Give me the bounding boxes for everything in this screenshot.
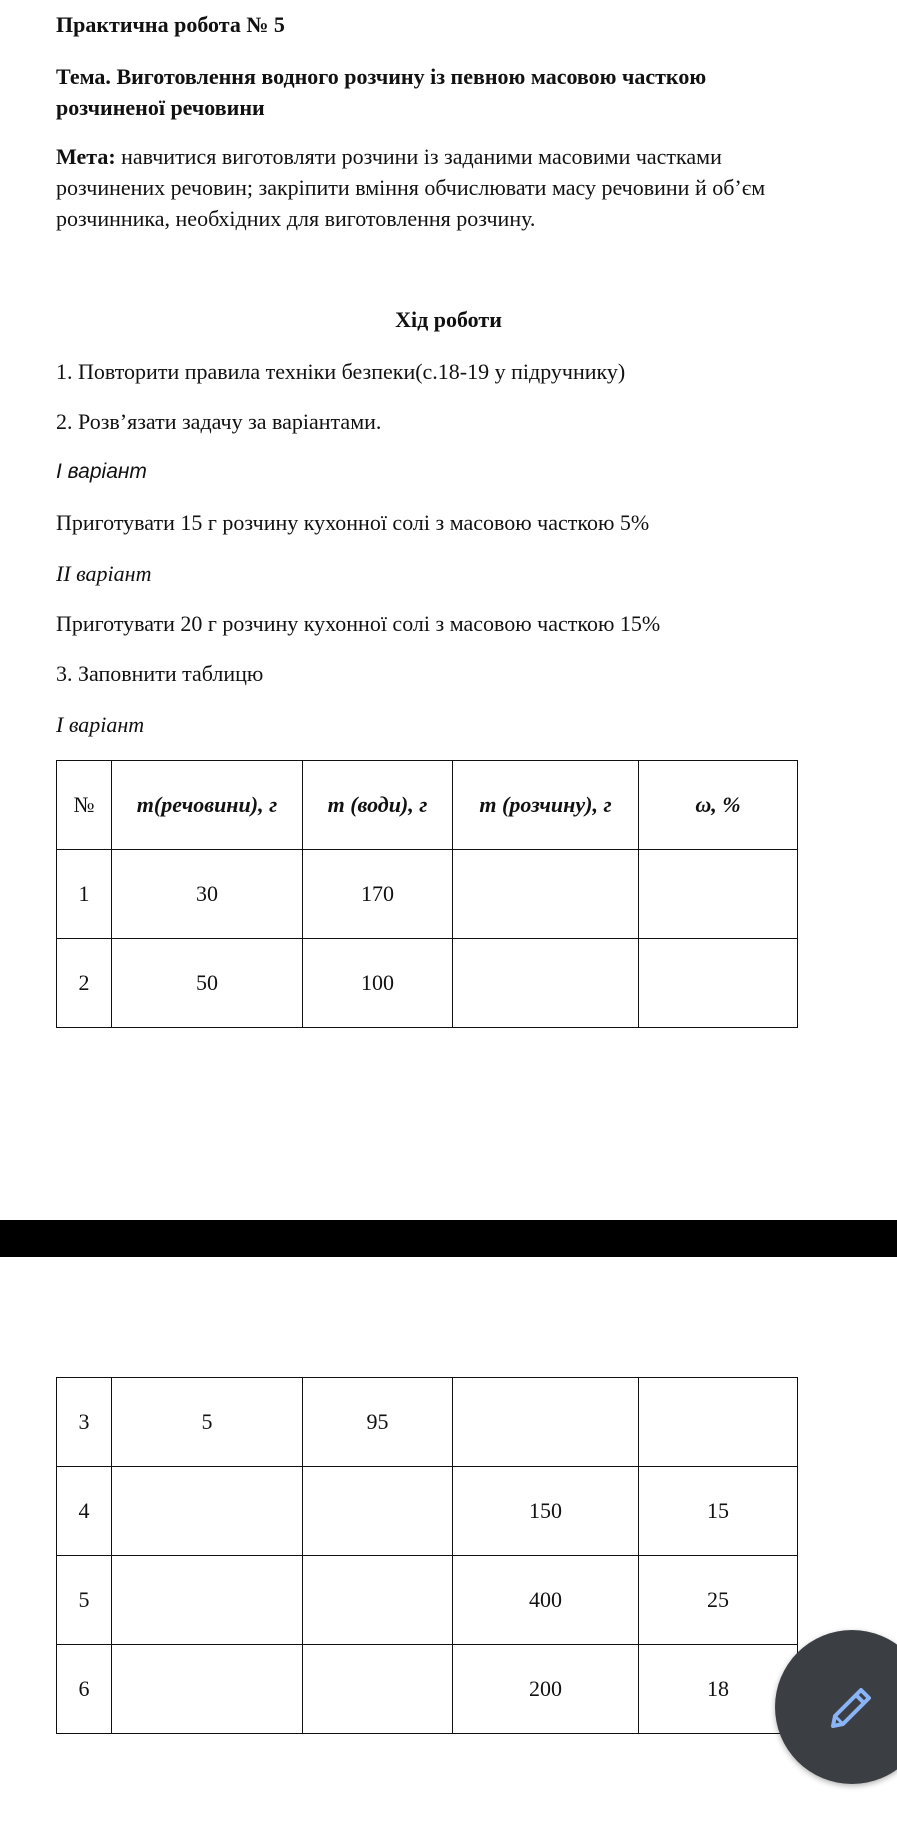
table-cell: 3	[57, 1378, 112, 1467]
header-mass-solute: m(речовини), г	[112, 761, 303, 850]
table-row	[57, 1645, 798, 1734]
document-title: Практична робота № 5	[56, 12, 285, 37]
table-row	[57, 1556, 798, 1645]
step-3: 3. Заповнити таблицю	[56, 661, 264, 686]
goal-label: Мета:	[56, 144, 116, 169]
page-break-bar	[0, 1220, 897, 1257]
table-cell: 400	[453, 1556, 639, 1645]
table-cell	[453, 1378, 639, 1467]
table-cell: 170	[303, 850, 453, 939]
table-cell: 6	[57, 1645, 112, 1734]
goal-text: навчитися виготовляти розчини із заданими масовими частками розчинених речовин; закріпити вміння обчислювати масу речовини й об’єм розчинника, необхідних для виготовлення розчину.	[56, 144, 766, 231]
table-cell: 95	[303, 1378, 453, 1467]
table-cell: 50	[112, 939, 303, 1028]
results-table-part-2	[56, 1377, 798, 1734]
table-row	[57, 1378, 798, 1467]
pencil-icon	[825, 1680, 879, 1734]
topic-label: Тема.	[56, 64, 111, 89]
table-cell: 150	[453, 1467, 639, 1556]
step-2: 2. Розв’язати задачу за варіантами.	[56, 409, 382, 434]
table-cell	[453, 850, 639, 939]
table-cell	[112, 1556, 303, 1645]
table-cell: 1	[57, 850, 112, 939]
header-number: №	[57, 761, 112, 850]
table-cell: 30	[112, 850, 303, 939]
table-cell: 5	[57, 1556, 112, 1645]
table-header-row	[57, 761, 798, 850]
table-cell: 5	[112, 1378, 303, 1467]
table-cell	[639, 1378, 798, 1467]
results-table-part-1	[56, 760, 798, 1028]
variant-2-task: Приготувати 20 г розчину кухонної солі з масовою часткою 15%	[56, 611, 661, 636]
table-cell: 200	[453, 1645, 639, 1734]
header-mass-water: m (води), г	[303, 761, 453, 850]
variant-1-label: I варіант	[56, 460, 147, 483]
table-cell: 25	[639, 1556, 798, 1645]
topic-paragraph	[56, 61, 816, 123]
table-cell: 4	[57, 1467, 112, 1556]
table-cell	[303, 1645, 453, 1734]
variant-2-label: II варіант	[56, 561, 152, 586]
table-cell	[639, 939, 798, 1028]
topic-text: Виготовлення водного розчину із певною масовою часткою розчиненої речовини	[56, 64, 707, 120]
variant-1-task: Приготувати 15 г розчину кухонної солі з масовою часткою 5%	[56, 510, 650, 535]
document-page-bottom	[0, 1257, 897, 1839]
table-cell	[303, 1467, 453, 1556]
procedure-heading: Хід роботи	[395, 307, 502, 332]
table-row	[57, 939, 798, 1028]
header-mass-fraction: ω, %	[639, 761, 798, 850]
table-cell	[639, 850, 798, 939]
table-cell	[112, 1645, 303, 1734]
goal-paragraph	[56, 141, 816, 234]
table-cell: 15	[639, 1467, 798, 1556]
table-cell: 100	[303, 939, 453, 1028]
table-cell: 18	[639, 1645, 798, 1734]
step-1: 1. Повторити правила техніки безпеки(с.18-19 у підручнику)	[56, 359, 626, 384]
header-mass-solution: m (розчину), г	[453, 761, 639, 850]
table-row	[57, 1467, 798, 1556]
table-cell	[112, 1467, 303, 1556]
table-cell: 2	[57, 939, 112, 1028]
table-cell	[453, 939, 639, 1028]
table-row	[57, 850, 798, 939]
table-variant-label: I варіант	[56, 712, 145, 737]
table-cell	[303, 1556, 453, 1645]
